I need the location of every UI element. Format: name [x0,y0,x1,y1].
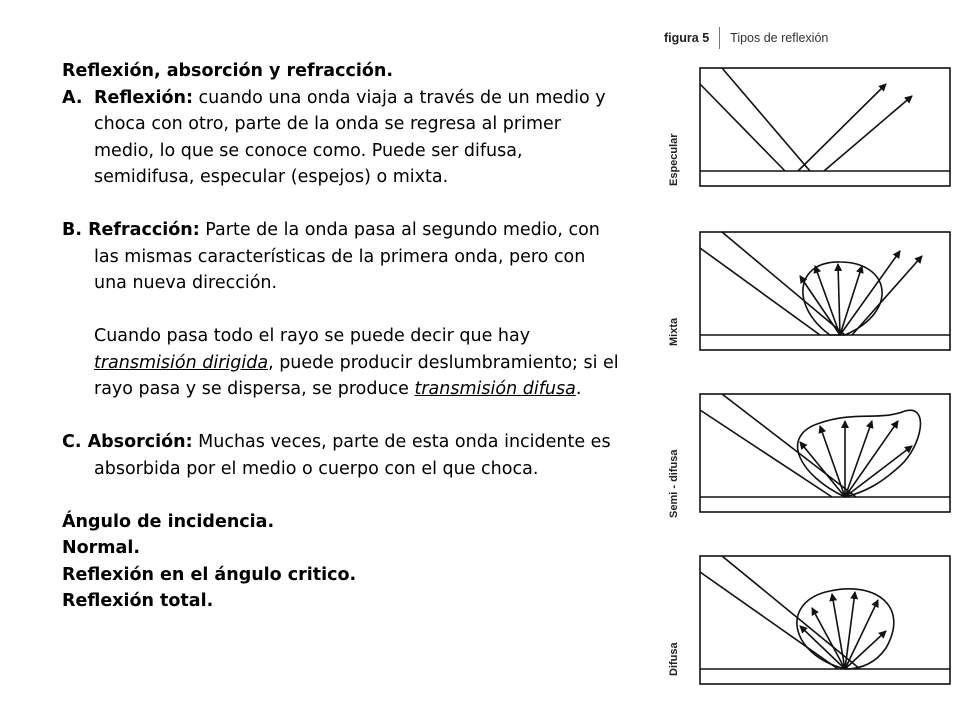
paragraph-transmision [62,323,622,403]
list-item-angulo-critico: Reflexión en el ángulo critico. [62,564,357,585]
panel-semi-difusa-frame [700,394,950,512]
absorcion-description: Muchas veces, parte de esta onda incidente es absorbida por el medio o cuerpo con el que choca. [94,432,611,479]
list-marker-a: A. [62,87,83,108]
refraccion-description: Parte de la onda pasa al segundo medio, con las mismas características de la primera onda, pero con una nueva dirección. [94,220,600,293]
panel-label-especular: Especular [668,133,680,186]
panel-difusa-diagram [700,556,950,684]
list-item-reflexion-total: Reflexión total. [62,591,214,611]
panel-label-difusa: Difusa [668,642,680,676]
reflexion-description: cuando una onda viaja a través de un medio y choca con otro, parte de la onda se regresa al primer medio, lo que se conoce como. Puede ser difusa, semidifusa, especular (espejos) o mixta. [94,87,606,187]
panel-difusa-frame [700,556,950,684]
paragraph-refraccion [62,217,622,297]
text-column [62,58,622,615]
section-title: Reflexión, absorción y refracción. [62,61,393,81]
panel-mixta-frame [700,232,950,350]
panel-mixta-diagram [700,232,950,350]
transmision-text-3: . [575,379,582,399]
term-absorcion: C. Absorción: [62,432,193,452]
reflection-diagrams [660,26,960,720]
list-item-angulo: Ángulo de incidencia. [62,511,275,532]
list-item-normal: Normal. [62,538,140,558]
panel-semi-difusa-diagram [700,394,950,512]
term-reflexion: Reflexión: [94,87,193,108]
transmision-text-2: , puede producir deslumbramiento; si el rayo pasa y se dispersa, se produce [94,352,619,399]
figure-caption: Tipos de reflexión [730,31,829,45]
paragraph-absorcion [62,429,622,482]
panel-especular-diagram [700,68,950,186]
panel-label-mixta: Mixta [668,317,680,346]
transmision-text-1: Cuando pasa todo el rayo se puede decir que hay [94,326,531,346]
term-refraccion: B. Refracción: [62,220,200,240]
paragraph-reflexion [62,85,622,191]
panel-label-semi-difusa: Semi - difusa [668,449,680,518]
term-transmision-dirigida: transmisión dirigida [94,352,269,373]
figure-number: figura 5 [664,31,710,45]
figure-reflection-types [660,26,960,720]
term-transmision-difusa: transmisión difusa [414,379,576,399]
